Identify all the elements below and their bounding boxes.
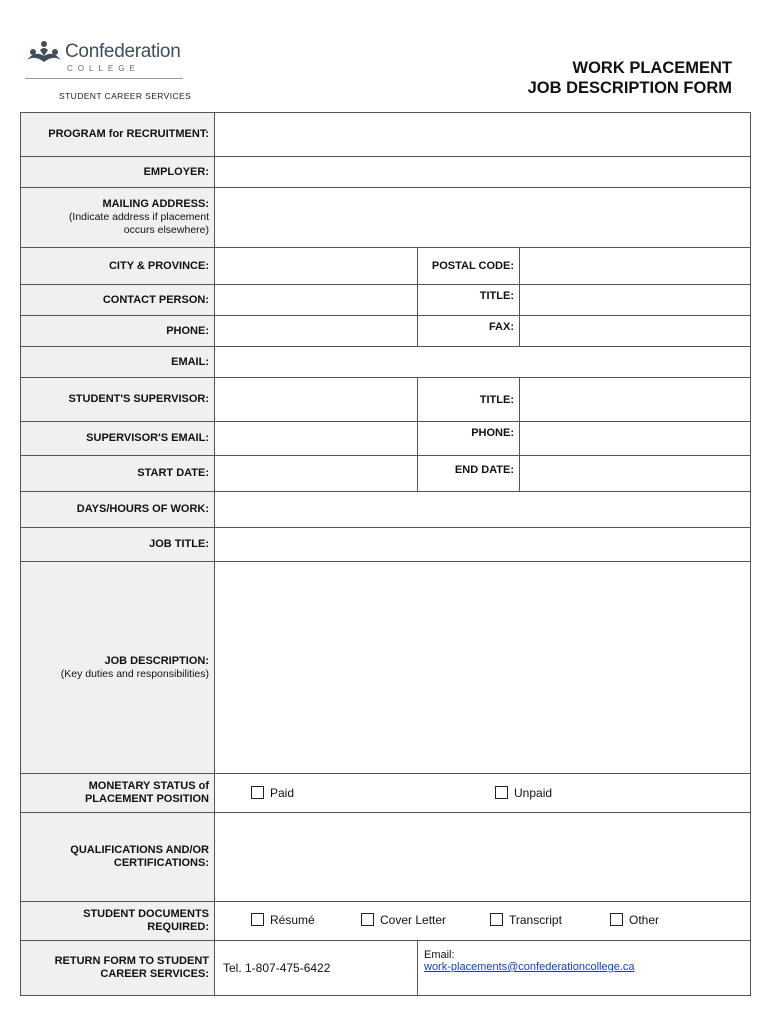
row-program [21, 113, 751, 157]
row-job-title [21, 528, 751, 562]
mailing-label-text: MAILING ADDRESS: [102, 198, 209, 210]
return-phone: Tel. 1-807-475-6422 [215, 941, 418, 996]
supervisor-label: STUDENT'S SUPERVISOR: [21, 378, 215, 422]
logo-name: Confederation [65, 41, 181, 62]
row-phone [21, 316, 751, 347]
row-employer [21, 157, 751, 188]
employer-label: EMPLOYER: [21, 157, 215, 188]
other-label: Other [629, 913, 660, 927]
fax-label: FAX: [418, 316, 520, 347]
documents-options [215, 902, 751, 941]
contact-label: CONTACT PERSON: [21, 285, 215, 316]
return-email-link[interactable]: work-placements@confederationcollege.ca [424, 961, 635, 973]
college-logo-icon [25, 38, 63, 66]
qualifications-label: QUALIFICATIONS AND/OR CERTIFICATIONS: [21, 813, 215, 902]
email-label: EMAIL: [21, 347, 215, 378]
cover-letter-checkbox[interactable] [361, 913, 374, 926]
return-email-label: Email: [424, 949, 455, 961]
row-supervisor-email [21, 422, 751, 456]
job-description-field[interactable] [215, 562, 751, 774]
program-label: PROGRAM for RECRUITMENT: [21, 113, 215, 157]
form-title-line1: WORK PLACEMENT [572, 59, 732, 77]
college-logo [25, 38, 195, 108]
contact-field[interactable] [215, 285, 418, 316]
paid-option[interactable] [251, 786, 294, 800]
other-checkbox[interactable] [610, 913, 623, 926]
mailing-field[interactable] [215, 188, 751, 248]
days-hours-label: DAYS/HOURS OF WORK: [21, 492, 215, 528]
row-email [21, 347, 751, 378]
mailing-label-sub: (Indicate address if placement occurs elsewhere) [68, 211, 209, 236]
job-description-label-text: JOB DESCRIPTION: [104, 654, 209, 667]
city-label: CITY & PROVINCE: [21, 248, 215, 285]
resume-option[interactable] [251, 913, 315, 927]
fax-field[interactable] [520, 316, 751, 347]
monetary-options [215, 774, 751, 813]
supervisor-phone-field[interactable] [520, 422, 751, 456]
row-days [21, 492, 751, 528]
return-label: RETURN FORM TO STUDENT CAREER SERVICES: [21, 941, 215, 996]
email-field[interactable] [215, 347, 751, 378]
employer-field[interactable] [215, 157, 751, 188]
job-title-field[interactable] [215, 528, 751, 562]
row-city [21, 248, 751, 285]
row-documents [21, 902, 751, 941]
resume-checkbox[interactable] [251, 913, 264, 926]
end-date-label: END DATE: [418, 456, 520, 492]
paid-checkbox[interactable] [251, 786, 264, 799]
supervisor-field[interactable] [215, 378, 418, 422]
unpaid-checkbox[interactable] [495, 786, 508, 799]
postal-field[interactable] [520, 248, 751, 285]
department-name: STUDENT CAREER SERVICES [59, 91, 192, 101]
days-hours-field[interactable] [215, 492, 751, 528]
supervisor-title-field[interactable] [520, 378, 751, 422]
job-description-label [21, 562, 215, 774]
contact-title-label: TITLE: [418, 285, 520, 316]
program-field[interactable] [215, 113, 751, 157]
job-description-label-sub: (Key duties and responsibilities) [60, 667, 209, 680]
row-return [21, 941, 751, 996]
unpaid-label: Unpaid [514, 786, 553, 800]
job-description-form [20, 112, 751, 996]
start-date-field[interactable] [215, 456, 418, 492]
row-job-description [21, 562, 751, 774]
qualifications-field[interactable] [215, 813, 751, 902]
transcript-checkbox[interactable] [490, 913, 503, 926]
row-supervisor [21, 378, 751, 422]
cover-letter-option[interactable] [361, 913, 446, 927]
row-contact [21, 285, 751, 316]
supervisor-title-label: TITLE: [418, 378, 520, 422]
mailing-label [21, 188, 215, 248]
phone-field[interactable] [215, 316, 418, 347]
start-date-label: START DATE: [21, 456, 215, 492]
return-email-cell [418, 941, 751, 996]
supervisor-phone-label: PHONE: [418, 422, 520, 456]
cover-letter-label: Cover Letter [380, 913, 447, 927]
row-monetary [21, 774, 751, 813]
monetary-label: MONETARY STATUS of PLACEMENT POSITION [21, 774, 215, 813]
city-field[interactable] [215, 248, 418, 285]
job-title-label: JOB TITLE: [21, 528, 215, 562]
transcript-option[interactable] [490, 913, 562, 927]
form-title [528, 58, 732, 98]
unpaid-option[interactable] [495, 786, 552, 800]
other-option[interactable] [610, 913, 659, 927]
supervisor-email-field[interactable] [215, 422, 418, 456]
paid-label: Paid [270, 786, 295, 800]
logo-college: COLLEGE [67, 64, 140, 73]
phone-label: PHONE: [21, 316, 215, 347]
end-date-field[interactable] [520, 456, 751, 492]
logo-divider [25, 78, 183, 79]
row-qualifications [21, 813, 751, 902]
row-mailing [21, 188, 751, 248]
row-dates [21, 456, 751, 492]
postal-label: POSTAL CODE: [418, 248, 520, 285]
resume-label: Résumé [270, 913, 315, 927]
documents-label: STUDENT DOCUMENTS REQUIRED: [21, 902, 215, 941]
form-title-line2: JOB DESCRIPTION FORM [527, 79, 732, 97]
transcript-label: Transcript [509, 913, 562, 927]
contact-title-field[interactable] [520, 285, 751, 316]
supervisor-email-label: SUPERVISOR'S EMAIL: [21, 422, 215, 456]
